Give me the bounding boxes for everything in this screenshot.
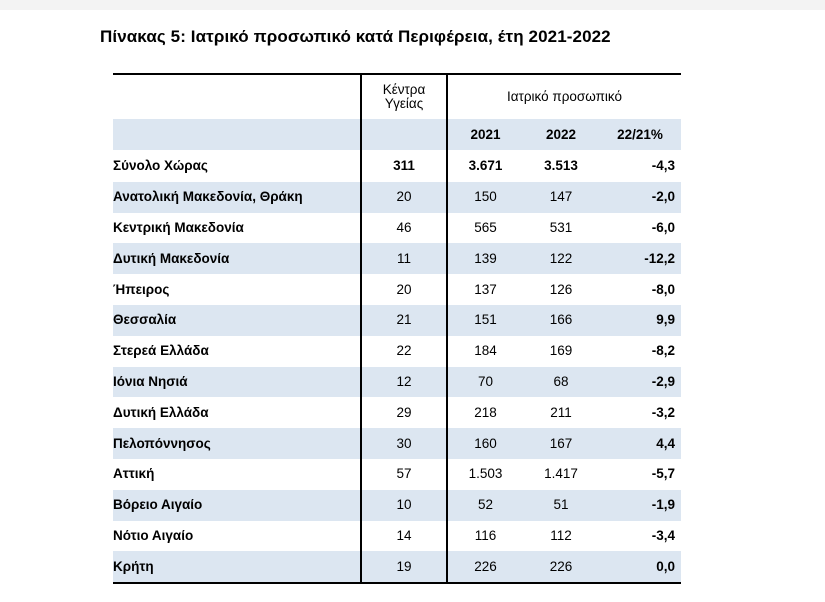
table-row [113,459,681,490]
cell-2021: 160 [447,428,523,459]
cell-region: Πελοπόννησος [113,428,361,459]
change-value: -2,0 [651,189,675,205]
cell-2022: 68 [523,367,599,398]
header-2022: 2022 [523,119,599,151]
change-value: -2,9 [651,373,675,389]
cell-2022: 531 [549,219,573,235]
cell-2021: 184 [474,343,497,359]
cell-health-centers: 12 [361,367,447,398]
cell-change [599,151,681,182]
cell-2021: 52 [447,490,523,521]
cell-health-centers: 21 [361,305,447,336]
header-centers-blank [361,119,447,151]
cell-2022: 51 [523,490,599,521]
cell-region: Νότιο Αιγαίο [113,521,361,552]
cell-change [599,367,681,398]
change-value: 0,0 [656,558,675,574]
cell-region: Ήπειρος [113,274,361,305]
cell-change [599,490,681,521]
table-row [113,336,681,367]
cell-region: Θεσσαλία [113,305,361,336]
change-value: 4,4 [656,435,675,451]
cell-2021: 137 [474,281,497,297]
cell-2021: 218 [474,404,497,420]
cell-region: Σύνολο Χώρας [113,151,361,182]
cell-2022: 226 [523,551,599,583]
cell-health-centers: 14 [361,521,447,552]
page-title: Πίνακας 5: Ιατρικό προσωπικό κατά Περιφέρεια, έτη 2021-2022 [100,27,611,46]
cell-health-centers: 20 [361,182,447,213]
cell-health-centers: 311 [361,151,447,182]
cell-2021: 70 [447,367,523,398]
cell-2022: 112 [550,527,572,543]
table-row [113,521,681,552]
table-row [113,213,681,244]
cell-health-centers: 10 [361,490,447,521]
change-value: -3,2 [651,404,675,420]
change-value: -3,4 [651,527,675,543]
header-centers: Κέντρα Υγείας [361,74,447,119]
cell-region: Βόρειο Αιγαίο [113,490,361,521]
medical-staff-table [113,73,681,584]
cell-2021: 116 [474,527,497,543]
cell-change [599,551,681,583]
cell-2021: 151 [447,305,523,336]
change-value: -8,0 [651,281,675,297]
table-row [113,243,681,274]
cell-region: Κεντρική Μακεδονία [113,213,361,244]
cell-change [599,336,681,367]
change-value: -8,2 [651,343,675,359]
cell-2022: 167 [523,428,599,459]
header-row-years [113,119,681,151]
change-value: 9,9 [656,312,675,328]
header-region-cell [113,74,361,119]
change-value: -12,2 [644,250,675,266]
cell-2021: 3.671 [468,158,503,174]
table-row [113,397,681,428]
cell-2021: 565 [474,219,497,235]
cell-2021: 226 [447,551,523,583]
change-value: -1,9 [651,497,675,513]
table-row [113,551,681,583]
cell-2022: 1.417 [544,466,578,482]
change-value: -4,3 [651,158,675,174]
cell-change [599,428,681,459]
cell-2021: 1.503 [468,466,503,482]
cell-2022: 147 [523,182,599,213]
cell-2022: 126 [549,281,573,297]
cell-region: Ιόνια Νησιά [113,367,361,398]
cell-change [599,274,681,305]
cell-health-centers: 20 [361,274,447,305]
change-value: -5,7 [651,466,675,482]
cell-region: Ανατολική Μακεδονία, Θράκη [113,182,361,213]
cell-health-centers: 30 [361,428,447,459]
header-region-blank [113,119,361,151]
cell-health-centers: 29 [361,397,447,428]
cell-health-centers: 46 [361,213,447,244]
cell-region: Στερεά Ελλάδα [113,336,361,367]
table-row [113,182,681,213]
cell-change [599,397,681,428]
table-row [113,428,681,459]
cell-region: Δυτική Ελλάδα [113,397,361,428]
cell-2021: 139 [447,243,523,274]
header-2021: 2021 [447,119,523,151]
table-row-total [113,151,681,182]
table-row [113,490,681,521]
cell-change [599,182,681,213]
cell-change [599,521,681,552]
cell-health-centers: 19 [361,551,447,583]
cell-change [599,213,681,244]
header-medical-staff: Ιατρικό προσωπικό [447,74,681,119]
cell-2022: 166 [523,305,599,336]
table-row [113,274,681,305]
cell-2022: 122 [523,243,599,274]
change-value: -6,0 [651,219,675,235]
cell-health-centers: 57 [361,459,447,490]
cell-health-centers: 22 [361,336,447,367]
header-change: 22/21% [599,119,681,151]
cell-2022: 211 [550,404,572,420]
cell-region: Αττική [113,459,361,490]
cell-change [599,243,681,274]
cell-2022: 169 [549,343,573,359]
cell-change [599,459,681,490]
table-row [113,305,681,336]
cell-region: Δυτική Μακεδονία [113,243,361,274]
table-row [113,367,681,398]
cell-2021: 150 [447,182,523,213]
header-row-top [113,74,681,119]
cell-region: Κρήτη [113,551,361,583]
cell-health-centers: 11 [361,243,447,274]
top-strip [0,0,825,10]
cell-change [599,305,681,336]
cell-2022: 3.513 [544,158,578,174]
